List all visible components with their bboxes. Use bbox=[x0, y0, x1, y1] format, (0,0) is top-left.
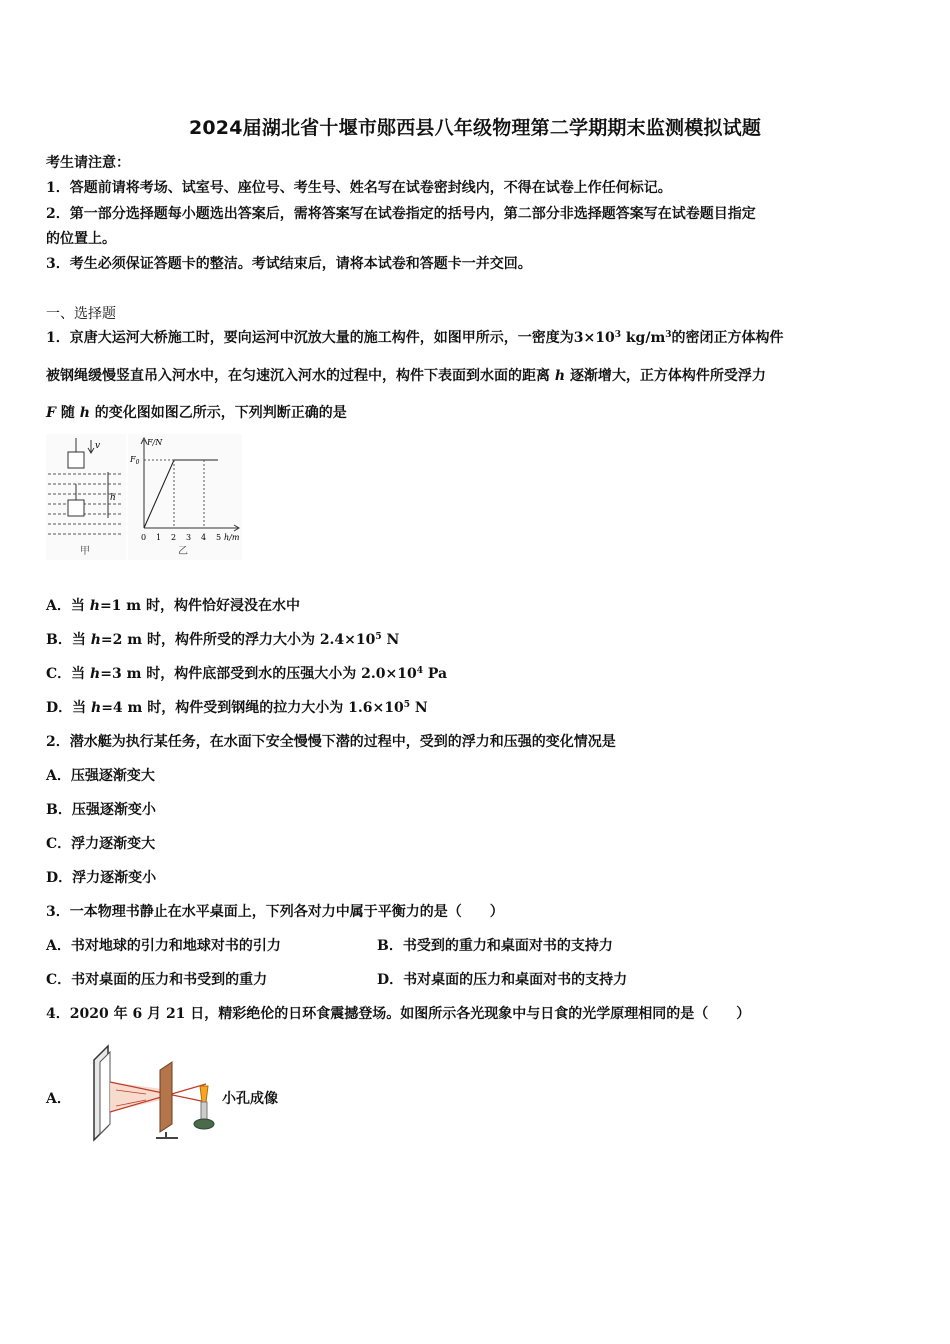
q4-stem: 4．2020 年 6 月 21 日，精彩绝伦的日环食震撼登场。如图所示各光现象中与日食的光学原理相同的是（ ） bbox=[46, 1006, 751, 1022]
tick-label: 1 bbox=[156, 533, 162, 542]
page-title: 2024届湖北省十堰市郧西县八年级物理第二学期期末监测模拟试题 bbox=[188, 117, 762, 139]
q1-option-c[interactable]: C．当 h=3 m 时，构件底部受到水的压强大小为 $2.0\times 10^4$ Pa bbox=[46, 666, 448, 682]
q1-option-d[interactable]: D．当 h=4 m 时，构件受到钢绳的拉力大小为 $1.6\times 10^5$ N bbox=[46, 700, 428, 716]
q3-stem: 3．一本物理书静止在水平桌面上，下列各对力中属于平衡力的是（ ） bbox=[46, 904, 504, 920]
notice-item: 2．第一部分选择题每小题选出答案后，需将答案写在试卷指定的括号内，第二部分非选择题答案写在试卷题目指定 bbox=[46, 206, 756, 222]
q4-option-a-text: 小孔成像 bbox=[222, 1091, 278, 1107]
tick-label: 2 bbox=[171, 533, 177, 542]
q2-option-a[interactable]: A．压强逐渐变大 bbox=[46, 768, 155, 784]
figure-yi bbox=[128, 434, 242, 560]
x-axis-label: h/m bbox=[224, 533, 240, 542]
q2-option-d[interactable]: D．浮力逐渐变小 bbox=[46, 870, 157, 886]
tick-label: 4 bbox=[201, 533, 207, 542]
q2-option-c[interactable]: C．浮力逐渐变大 bbox=[46, 836, 156, 852]
pinhole-camera-illustration bbox=[86, 1040, 218, 1144]
tick-label: 3 bbox=[186, 533, 192, 542]
q3-option-a[interactable]: A．书对地球的引力和地球对书的引力 bbox=[46, 938, 281, 954]
tick-label: 0 bbox=[141, 533, 147, 542]
tick-label: 5 bbox=[216, 533, 222, 542]
v-label: v bbox=[95, 441, 101, 451]
q3-option-d[interactable]: D．书对桌面的压力和桌面对书的支持力 bbox=[377, 972, 628, 988]
q1-line1: 1．京唐大运河大桥施工时，要向运河中沉放大量的施工构件，如图甲所示，一密度为$3\times 10^3$ $kg/m^3$的密闭正方体构件 bbox=[46, 330, 784, 346]
notice-item: 3．考生必须保证答题卡的整洁。考试结束后，请将本试卷和答题卡一并交回。 bbox=[46, 256, 532, 272]
q3-option-c[interactable]: C．书对桌面的压力和书受到的重力 bbox=[46, 972, 268, 988]
y-axis-label: F/N bbox=[147, 438, 163, 447]
figure-label-jia: 甲 bbox=[80, 546, 90, 557]
f0-label: $F_0$ bbox=[130, 455, 140, 466]
q2-option-b[interactable]: B．压强逐渐变小 bbox=[46, 802, 156, 818]
figure-label-yi: 乙 bbox=[178, 546, 188, 557]
q2-stem: 2．潜水艇为执行某任务，在水面下安全慢慢下潜的过程中，受到的浮力和压强的变化情况是 bbox=[46, 734, 616, 750]
section-heading: 一、选择题 bbox=[46, 306, 116, 322]
figure-jia bbox=[46, 434, 126, 560]
q1-option-b[interactable]: B．当 h=2 m 时，构件所受的浮力大小为 $2.4\times 10^5$ N bbox=[46, 632, 400, 648]
notice-item: 的位置上。 bbox=[46, 231, 116, 247]
q1-line2: 被钢绳缓慢竖直吊入河水中，在匀速沉入河水的过程中，构件下表面到水面的距离 h 逐渐增大，正方体构件所受浮力 bbox=[46, 368, 766, 384]
notice-heading: 考生请注意： bbox=[46, 155, 130, 171]
h-label: h bbox=[110, 493, 116, 503]
notice-item: 1．答题前请将考场、试室号、座位号、考生号、姓名写在试卷密封线内，不得在试卷上作任何标记。 bbox=[46, 180, 672, 196]
q1-option-a[interactable]: A．当 h=1 m 时，构件恰好浸没在水中 bbox=[46, 598, 300, 614]
q1-line3: F 随 h 的变化图如图乙所示，下列判断正确的是 bbox=[46, 405, 347, 421]
q4-option-a-label[interactable]: A． bbox=[46, 1091, 71, 1107]
q3-option-b[interactable]: B．书受到的重力和桌面对书的支持力 bbox=[377, 938, 613, 954]
